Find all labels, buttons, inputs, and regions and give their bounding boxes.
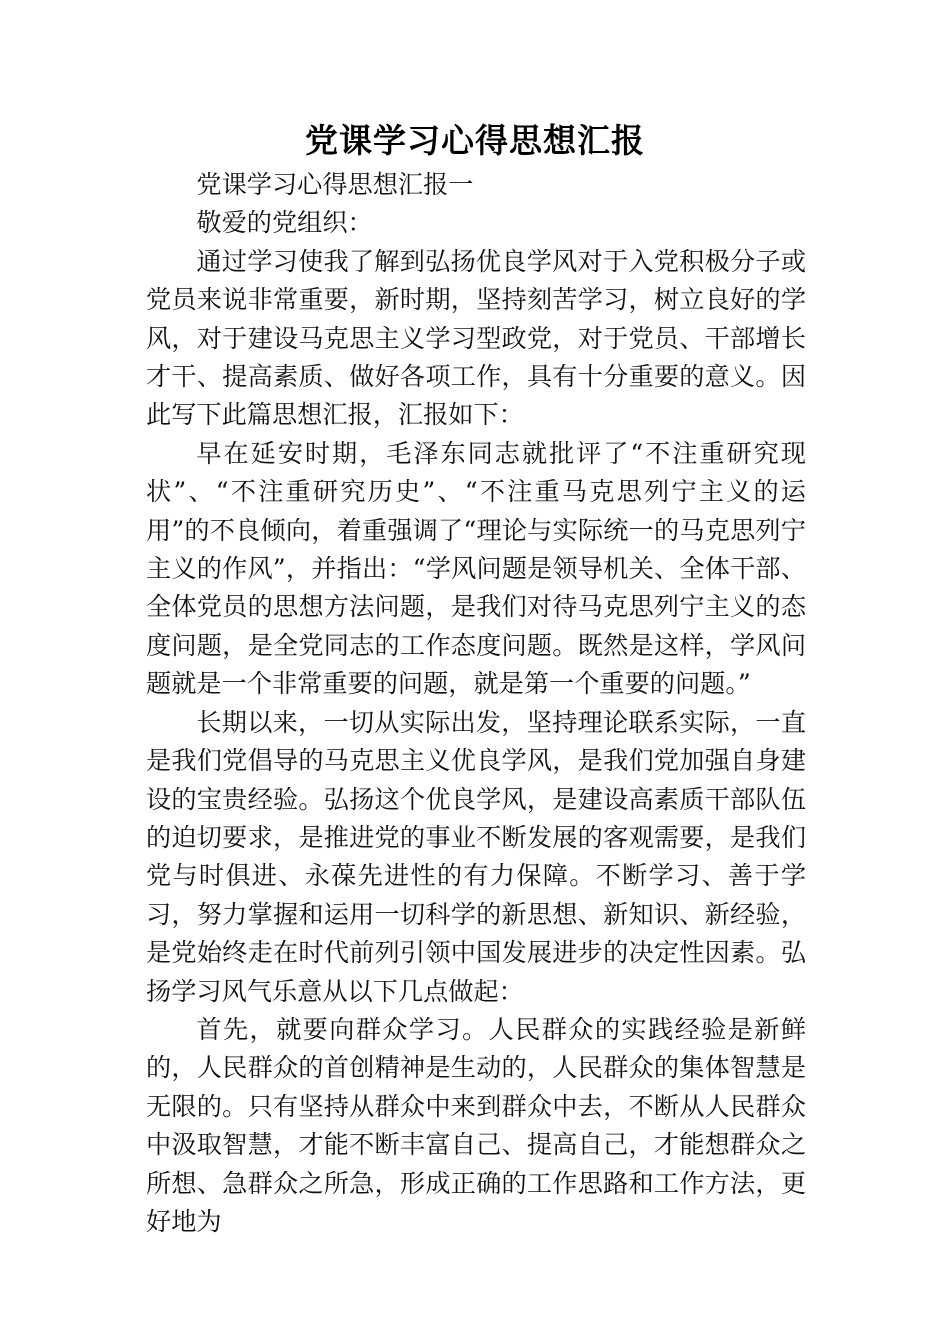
paragraph: 长期以来，一切从实际出发，坚持理论联系实际，一直是我们党倡导的马克思主义优良学风，是我们党加强自身建设的宝贵经验。弘扬这个优良学风，是建设高素质干部队伍的迫切要求，是推进党的事业不断发展的客观需要，是我们党与时俱进、永葆先进性的有力保障。不断学习、善于学习，努力掌握和运用一切科学的新思想、新知识、新经验，是党始终走在时代前列引领中国发展进步的决定性因素。弘扬学习风气乐意从以下几点做起：: [146, 707, 806, 1006]
paragraph: 首先，就要向群众学习。人民群众的实践经验是新鲜的，人民群众的首创精神是生动的，人民群众的集体智慧是无限的。只有坚持从群众中来到群众中去，不断从人民群众中汲取智慧，才能不断丰富自己、提高自己，才能想群众之所想、急群众之所急，形成正确的工作思路和工作方法，更好地为: [146, 1014, 806, 1236]
document-body: [146, 166, 806, 1241]
paragraph: 早在延安时期，毛泽东同志就批评了“不注重研究现状”、“不注重研究历史”、“不注重马克思列宁主义的运用”的不良倾向，着重强调了“理论与实际统一的马克思列宁主义的作风”，并指出：“学风问题是领导机关、全体干部、全体党员的思想方法问题，是我们对待马克思列宁主义的态度问题，是全党同志的工作态度问题。既然是这样，学风问题就是一个非常重要的问题，就是第一个重要的问题。”: [146, 438, 806, 699]
paragraph-salutation: 敬爱的党组织：: [196, 208, 373, 238]
paragraph: 通过学习使我了解到弘扬优良学风对于入党积极分子或党员来说非常重要，新时期，坚持刻苦学习，树立良好的学风，对于建设马克思主义学习型政党，对于党员、干部增长才干、提高素质、做好各项工作，具有十分重要的意义。因此写下此篇思想汇报，汇报如下：: [146, 246, 806, 430]
paragraph-subtitle: 党课学习心得思想汇报一: [196, 170, 474, 199]
document-title: 党课学习心得思想汇报: [305, 121, 645, 160]
